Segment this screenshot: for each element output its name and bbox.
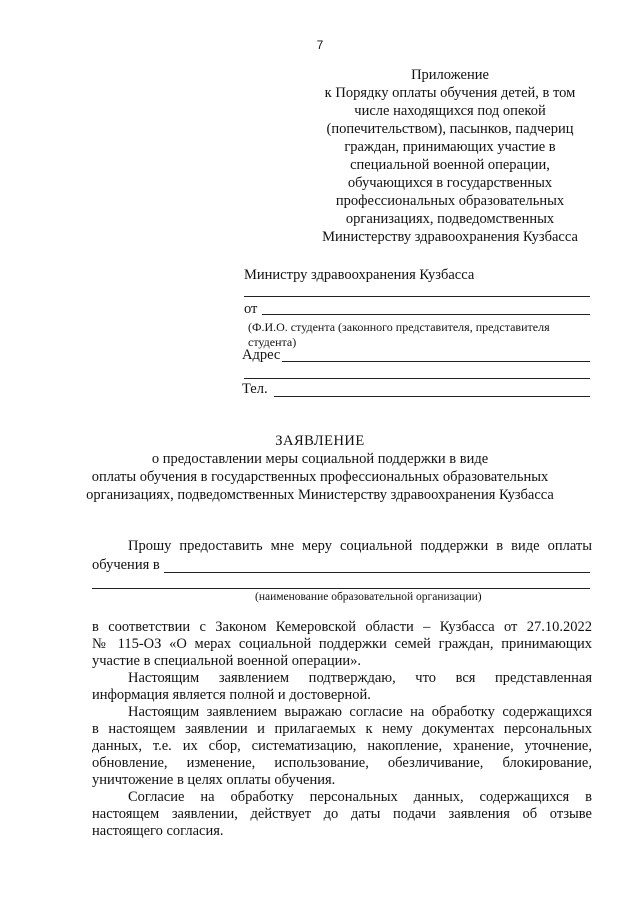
appendix-header (300, 66, 600, 246)
request-org-label: обучения в (92, 557, 160, 573)
from-input-line[interactable] (262, 314, 590, 315)
law-paragraph (92, 619, 592, 670)
validity-paragraph (92, 789, 592, 840)
address-extra-line[interactable] (244, 378, 590, 379)
request-line (92, 538, 592, 555)
paragraph-line: Настоящим заявлением подтверждаю, что вся представленная (128, 670, 592, 686)
org-input-line-2[interactable] (92, 588, 590, 589)
paragraph-line: в соответствии с Законом Кемеровской области – Кузбасса от 27.10.2022 (92, 619, 592, 635)
statement-title (60, 432, 580, 504)
paragraph-line: участие в специальной военной операции». (92, 653, 362, 669)
from-label: от (244, 301, 258, 317)
appendix-line: специальной военной операции, (350, 157, 550, 173)
org-hint: (наименование образовательной организации) (255, 591, 482, 603)
title-subtitle-line: оплаты обучения в государственных профессиональных образовательных (91, 469, 549, 485)
appendix-line: к Порядку оплаты обучения детей, в том (324, 85, 576, 101)
consent-paragraph (92, 704, 592, 789)
paragraph-line: настоящем заявлении, действует до даты подачи заявления об отзыве (92, 806, 592, 822)
fio-hint-line: студента) (248, 335, 297, 349)
paragraph-line: уничтожение в целях оплаты обучения. (92, 772, 336, 788)
page-title: ЗАЯВЛЕНИЕ (275, 433, 365, 449)
fio-hint-line: (Ф.И.О. студента (законного представителя, представителя (248, 320, 550, 334)
appendix-line: граждан, принимающих участие в (344, 139, 556, 155)
title-subtitle-line: организациях, подведомственных Министерству здравоохранения Кузбасса (86, 487, 554, 503)
paragraph-line: Настоящим заявлением выражаю согласие на обработку содержащихся (128, 704, 592, 720)
paragraph-line: обновление, изменение, использование, обезличивание, блокирование, (92, 755, 592, 771)
appendix-line: организациях, подведомственных (345, 211, 555, 227)
phone-label: Тел. (242, 381, 268, 397)
appendix-line: (попечительством), пасынков, падчериц (326, 121, 574, 137)
paragraph-line: данных, т.е. их сбор, систематизацию, накопление, хранение, уточнение, (92, 738, 592, 754)
page-number: 7 (316, 38, 324, 52)
appendix-line: обучающихся в государственных (347, 175, 553, 191)
appendix-line: числе находящихся под опекой (354, 103, 546, 119)
address-input-line[interactable] (282, 361, 590, 362)
appendix-line: Министерству здравоохранения Кузбасса (322, 229, 578, 245)
paragraph-line: информация является полной и достоверной. (92, 687, 371, 703)
recipient: Министру здравоохранения Кузбасса (244, 267, 475, 283)
fio-hint (248, 320, 550, 350)
appendix-line: профессиональных образовательных (335, 193, 565, 209)
paragraph-line: настоящего согласия. (92, 823, 224, 839)
org-input-line[interactable] (164, 572, 590, 573)
paragraph-line: в настоящем заявлении и прилагаемых к нему документах персональных (92, 721, 592, 737)
confirm-paragraph (92, 670, 592, 704)
address-label: Адрес (242, 347, 281, 363)
paragraph-line: Согласие на обработку персональных данных, содержащихся в (128, 789, 592, 805)
request-text: Прошу предоставить мне меру социальной поддержки в виде оплаты (128, 538, 592, 554)
title-subtitle-line: о предоставлении меры социальной поддержки в виде (151, 451, 489, 467)
paragraph-line: № 115-ОЗ «О мерах социальной поддержки семей граждан, принимающих (92, 636, 592, 652)
recipient-blank-line[interactable] (244, 296, 590, 297)
appendix-line: Приложение (411, 67, 489, 83)
phone-input-line[interactable] (274, 396, 590, 397)
